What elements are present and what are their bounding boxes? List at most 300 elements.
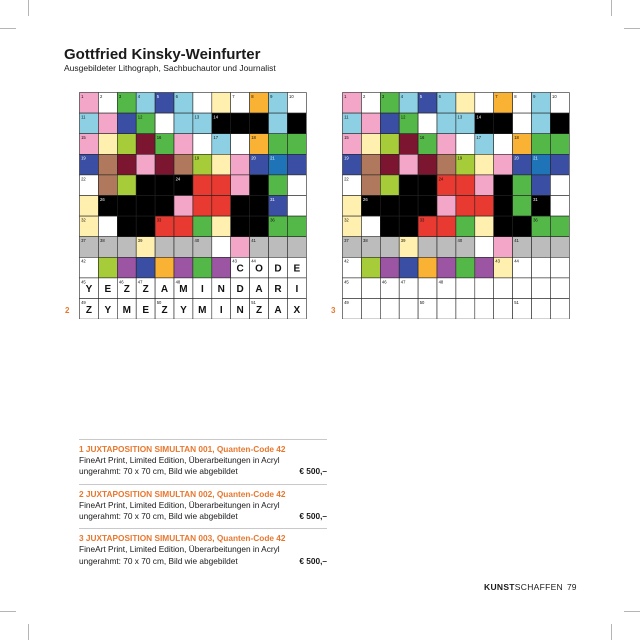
grid-cell — [193, 175, 212, 196]
grid-cell — [399, 175, 418, 196]
grid-clue-number: 8 — [514, 93, 517, 99]
grid-cell — [98, 154, 117, 175]
grid-cell — [193, 257, 212, 278]
grid-clue-number: 19 — [344, 155, 349, 161]
grid-clue-number: 44 — [514, 258, 519, 264]
grid-clue-number: 9 — [533, 93, 536, 99]
grid-clue-number: 21 — [270, 155, 275, 161]
grid-clue-number: 6 — [438, 93, 441, 99]
grid-cell — [456, 299, 475, 320]
grid-cell — [532, 299, 551, 320]
grid-clue-number: 4 — [400, 93, 404, 99]
crop-mark — [624, 611, 640, 612]
grid-cell — [98, 216, 117, 237]
grid-cell — [212, 196, 231, 217]
grid-cell — [437, 154, 456, 175]
grid-cell — [155, 175, 174, 196]
grid-cell — [250, 175, 269, 196]
grid-letter: E — [293, 263, 301, 275]
grid-clue-number: 12 — [137, 114, 143, 120]
grid-cell — [117, 154, 136, 175]
grid-cell — [343, 196, 362, 217]
grid-letter: R — [274, 284, 282, 296]
grid-letter: Z — [85, 304, 93, 316]
grid-cell — [212, 93, 231, 114]
grid-clue-number: 2 — [363, 93, 366, 99]
grid-cell — [117, 216, 136, 237]
grid-cell — [287, 175, 306, 196]
grid-cell — [418, 237, 437, 258]
grid-letter: A — [274, 304, 282, 316]
grid-letter: Y — [85, 284, 93, 296]
grid-letter: D — [274, 263, 282, 275]
grid-cell — [117, 196, 136, 217]
plate-number-3: 3 — [331, 306, 336, 315]
grid-clue-number: 24 — [438, 176, 444, 182]
grid-cell — [250, 216, 269, 237]
grid-cell — [155, 257, 174, 278]
grid-letter: E — [142, 304, 149, 316]
caption-size: ungerahmt: 70 x 70 cm, Bild wie abgebildet — [79, 466, 238, 477]
grid-clue-number: 12 — [400, 114, 406, 120]
grid-cell — [212, 237, 231, 258]
grid-cell — [494, 113, 513, 134]
grid-cell — [380, 113, 399, 134]
grid-clue-number: 31 — [270, 196, 275, 202]
footer-brand — [484, 582, 563, 592]
grid-cell — [437, 299, 456, 320]
grid-cell — [212, 216, 231, 237]
grid-clue-number: 37 — [81, 238, 86, 244]
caption-title: 2 JUXTAPOSITION SIMULTAN 002, Quanten-Code 42 — [79, 488, 286, 499]
grid-cell — [456, 278, 475, 299]
grid-clue-number: 16 — [156, 135, 162, 141]
grid-clue-number: 42 — [344, 258, 349, 264]
grid-cell — [117, 134, 136, 155]
crop-mark — [28, 624, 29, 640]
grid-clue-number: 15 — [81, 135, 86, 141]
grid-clue-number: 24 — [175, 176, 181, 182]
grid-cell — [456, 216, 475, 237]
grid-cell — [361, 154, 380, 175]
grid-cell — [380, 216, 399, 237]
grid-cell — [361, 175, 380, 196]
grid-cell — [532, 257, 551, 278]
grid-cell — [361, 216, 380, 237]
grid-cell — [475, 257, 494, 278]
grid-cell — [361, 134, 380, 155]
grid-cell — [174, 134, 193, 155]
grid-clue-number: 40 — [194, 238, 200, 244]
grid-clue-number: 21 — [533, 155, 538, 161]
grid-cell — [494, 299, 513, 320]
grid-cell — [550, 216, 569, 237]
grid-cell — [513, 196, 532, 217]
grid-cell — [418, 196, 437, 217]
grid-clue-number: 9 — [270, 93, 273, 99]
grid-cell — [136, 134, 155, 155]
grid-clue-number: 15 — [344, 135, 349, 141]
grid-clue-number: 44 — [251, 258, 256, 264]
grid-cell — [418, 257, 437, 278]
grid-cell — [231, 175, 250, 196]
grid-cell — [287, 237, 306, 258]
grid-letter: A — [255, 284, 263, 296]
grid-clue-number: 10 — [289, 93, 294, 99]
grid-clue-number: 41 — [251, 238, 256, 244]
grid-cell — [174, 237, 193, 258]
grid-letter: Z — [161, 304, 168, 316]
grid-clue-number: 7 — [232, 93, 235, 99]
grid-clue-number: 5 — [419, 93, 423, 99]
grid-cell — [231, 134, 250, 155]
grid-cell — [494, 134, 513, 155]
grid-cell — [437, 216, 456, 237]
grid-clue-number: 49 — [344, 299, 349, 305]
grid-cell — [155, 196, 174, 217]
grid-clue-number: 37 — [344, 238, 349, 244]
grid-letter: M — [122, 304, 131, 316]
grid-cell — [456, 257, 475, 278]
crop-mark — [0, 611, 16, 612]
grid-letter: Z — [123, 284, 130, 296]
grid-clue-number: 11 — [344, 114, 349, 120]
grid-cell — [361, 278, 380, 299]
artwork-grid-plate-3 — [342, 92, 570, 319]
grid-clue-number: 38 — [100, 238, 105, 244]
grid-cell — [475, 154, 494, 175]
grid-cell — [174, 216, 193, 237]
grid-clue-number: 20 — [251, 155, 256, 161]
footer-brand-bold: KUNST — [484, 582, 515, 592]
grid-cell — [380, 134, 399, 155]
grid-letter: C — [236, 263, 244, 275]
grid-letter: A — [160, 284, 169, 296]
grid-clue-number: 18 — [514, 135, 519, 141]
grid-cell — [475, 196, 494, 217]
grid-clue-number: 8 — [251, 93, 254, 99]
grid-cell — [532, 237, 551, 258]
grid-clue-number: 33 — [419, 217, 425, 223]
caption-item — [79, 484, 327, 529]
grid-cell — [550, 134, 569, 155]
crop-mark — [624, 28, 640, 29]
grid-cell — [456, 175, 475, 196]
grid-clue-number: 45 — [344, 279, 349, 285]
grid-cell — [380, 237, 399, 258]
grid-cell — [136, 216, 155, 237]
grid-clue-number: 51 — [514, 299, 519, 305]
grid-cell — [399, 299, 418, 320]
grid-clue-number: 14 — [476, 114, 482, 120]
grid-cell — [437, 196, 456, 217]
grid-clue-number: 41 — [514, 238, 519, 244]
grid-cell — [550, 196, 569, 217]
grid-cell — [287, 154, 306, 175]
grid-cell — [494, 175, 513, 196]
caption-title: 3 JUXTAPOSITION SIMULTAN 003, Quanten-Code 42 — [79, 533, 286, 544]
caption-price: € 500,– — [299, 555, 327, 566]
grid-cell — [231, 113, 250, 134]
grid-clue-number: 13 — [457, 114, 463, 120]
grid-cell — [98, 175, 117, 196]
grid-letter: D — [236, 284, 244, 296]
grid-clue-number: 51 — [251, 299, 256, 305]
grid-cell — [80, 196, 99, 217]
caption-size: ungerahmt: 70 x 70 cm, Bild wie abgebildet — [79, 555, 238, 566]
grid-clue-number: 19 — [457, 155, 463, 161]
grid-clue-number: 43 — [495, 258, 500, 264]
grid-cell — [399, 196, 418, 217]
grid-clue-number: 1 — [81, 93, 84, 99]
grid-cell — [437, 113, 456, 134]
grid-cell — [231, 196, 250, 217]
grid-letter: I — [200, 284, 204, 296]
grid-cell — [98, 134, 117, 155]
grid-cell — [550, 278, 569, 299]
grid-letter: Y — [104, 304, 112, 316]
grid-cell — [98, 113, 117, 134]
grid-clue-number: 17 — [476, 135, 482, 141]
grid-cell — [136, 257, 155, 278]
grid-cell — [136, 196, 155, 217]
grid-cell — [98, 257, 117, 278]
grid-cell — [136, 175, 155, 196]
grid-cell — [513, 278, 532, 299]
caption-description: FineArt Print, Limited Edition, Überarbeitungen in Acryl — [79, 499, 280, 510]
grid-cell — [513, 216, 532, 237]
grid-clue-number: 43 — [232, 258, 237, 264]
grid-cell — [494, 196, 513, 217]
grid-cell — [287, 196, 306, 217]
grid-cell — [361, 257, 380, 278]
grid-cell — [269, 134, 288, 155]
grid-cell — [399, 257, 418, 278]
grid-cell — [494, 154, 513, 175]
grid-clue-number: 46 — [118, 279, 124, 285]
grid-cell — [193, 134, 212, 155]
grid-cell — [361, 299, 380, 320]
grid-clue-number: 22 — [344, 176, 349, 182]
grid-cell — [380, 175, 399, 196]
grid-cell — [437, 237, 456, 258]
grid-cell — [399, 154, 418, 175]
grid-cell — [475, 237, 494, 258]
grid-cell — [361, 113, 380, 134]
grid-clue-number: 2 — [100, 93, 103, 99]
grid-cell — [550, 237, 569, 258]
grid-cell — [456, 196, 475, 217]
grid-clue-number: 40 — [457, 238, 463, 244]
grid-cell — [117, 113, 136, 134]
grid-letter: O — [255, 263, 263, 275]
caption-title: 1 JUXTAPOSITION SIMULTAN 001, Quanten-Code 42 — [79, 444, 286, 454]
grid-letter: Y — [180, 304, 187, 316]
grid-cell — [513, 175, 532, 196]
grid-clue-number: 26 — [363, 196, 368, 202]
grid-cell — [117, 257, 136, 278]
grid-cell — [287, 134, 306, 155]
grid-clue-number: 11 — [81, 114, 86, 120]
grid-cell — [494, 278, 513, 299]
grid-cell — [418, 113, 437, 134]
author-name: Gottfried Kinsky-Weinfurter — [64, 46, 261, 63]
grid-clue-number: 39 — [137, 238, 143, 244]
grid-cell — [418, 278, 437, 299]
grid-clue-number: 47 — [137, 279, 143, 285]
grid-clue-number: 18 — [251, 135, 256, 141]
plate-number-2: 2 — [65, 306, 70, 315]
caption-price: € 500,– — [299, 466, 327, 477]
crop-mark — [611, 624, 612, 640]
grid-cell — [250, 196, 269, 217]
grid-letter: N — [236, 304, 244, 316]
caption-item — [79, 528, 327, 573]
grid-letter: Z — [142, 284, 149, 296]
grid-cell — [155, 237, 174, 258]
grid-letter: N — [217, 284, 225, 296]
caption-description: FineArt Print, Limited Edition, Überarbeitungen in Acryl — [79, 455, 280, 466]
grid-cell — [117, 237, 136, 258]
grid-cell — [155, 113, 174, 134]
grid-cell — [174, 154, 193, 175]
grid-clue-number: 22 — [81, 176, 86, 182]
grid-clue-number: 42 — [81, 258, 86, 264]
grid-cell — [475, 299, 494, 320]
grid-cell — [399, 216, 418, 237]
grid-clue-number: 31 — [533, 196, 538, 202]
grid-cell — [550, 299, 569, 320]
grid-clue-number: 48 — [438, 279, 444, 285]
caption-size: ungerahmt: 70 x 70 cm, Bild wie abgebildet — [79, 511, 238, 522]
grid-cell — [193, 93, 212, 114]
grid-clue-number: 50 — [419, 299, 425, 305]
grid-cell — [174, 113, 193, 134]
grid-cell — [287, 216, 306, 237]
grid-clue-number: 13 — [194, 114, 200, 120]
grid-cell — [494, 237, 513, 258]
grid-cell — [550, 154, 569, 175]
grid-cell — [513, 113, 532, 134]
grid-cell — [174, 257, 193, 278]
footer-brand-rest: SCHAFFEN — [514, 582, 563, 592]
grid-letter: E — [104, 284, 112, 296]
grid-cell — [117, 175, 136, 196]
caption-list — [79, 439, 327, 573]
grid-cell — [380, 196, 399, 217]
grid-clue-number: 3 — [381, 93, 385, 99]
grid-clue-number: 6 — [175, 93, 178, 99]
grid-cell — [212, 154, 231, 175]
grid-cell — [380, 299, 399, 320]
grid-cell — [456, 134, 475, 155]
grid-cell — [475, 93, 494, 114]
grid-letter: M — [198, 304, 207, 316]
grid-cell — [475, 175, 494, 196]
grid-clue-number: 48 — [175, 279, 181, 285]
grid-cell — [212, 257, 231, 278]
grid-cell — [532, 175, 551, 196]
grid-cell — [269, 175, 288, 196]
artwork-grid-plate-2 — [79, 92, 307, 319]
grid-cell — [550, 257, 569, 278]
grid-cell — [532, 278, 551, 299]
grid-cell — [494, 216, 513, 237]
grid-letter: I — [219, 304, 223, 316]
author-subtitle: Ausgebildeter Lithograph, Sachbuchautor und Journalist — [64, 63, 276, 73]
grid-clue-number: 14 — [213, 114, 219, 120]
grid-cell — [269, 237, 288, 258]
grid-letter: Z — [255, 304, 263, 316]
grid-clue-number: 46 — [381, 279, 387, 285]
grid-clue-number: 36 — [270, 217, 275, 223]
grid-clue-number: 32 — [81, 217, 86, 223]
grid-letter: I — [295, 284, 299, 296]
grid-letter: M — [179, 284, 188, 296]
caption-price: € 500,– — [299, 511, 327, 522]
caption-item — [79, 439, 327, 484]
grid-cell — [231, 216, 250, 237]
grid-clue-number: 4 — [137, 93, 141, 99]
grid-cell — [418, 154, 437, 175]
grid-clue-number: 1 — [344, 93, 347, 99]
grid-cell — [174, 196, 193, 217]
grid-cell — [532, 134, 551, 155]
grid-clue-number: 39 — [400, 238, 406, 244]
grid-clue-number: 19 — [194, 155, 200, 161]
grid-cell — [193, 216, 212, 237]
grid-cell — [287, 113, 306, 134]
grid-cell — [550, 175, 569, 196]
grid-cell — [437, 134, 456, 155]
grid-cell — [155, 154, 174, 175]
grid-cell — [399, 134, 418, 155]
grid-cell — [231, 237, 250, 258]
grid-clue-number: 10 — [552, 93, 557, 99]
crop-mark — [28, 0, 29, 16]
grid-cell — [212, 175, 231, 196]
crop-mark — [611, 0, 612, 16]
grid-cell — [193, 196, 212, 217]
grid-clue-number: 7 — [495, 93, 498, 99]
grid-clue-number: 50 — [156, 299, 162, 305]
grid-clue-number: 33 — [156, 217, 162, 223]
grid-cell — [475, 216, 494, 237]
grid-clue-number: 26 — [100, 196, 105, 202]
crop-mark — [0, 28, 16, 29]
grid-clue-number: 36 — [533, 217, 538, 223]
grid-cell — [380, 154, 399, 175]
grid-cell — [269, 113, 288, 134]
grid-cell — [418, 175, 437, 196]
grid-clue-number: 38 — [363, 238, 368, 244]
grid-clue-number: 47 — [400, 279, 406, 285]
caption-description: FineArt Print, Limited Edition, Überarbeitungen in Acryl — [79, 544, 280, 555]
grid-clue-number: 32 — [344, 217, 349, 223]
grid-clue-number: 45 — [81, 279, 86, 285]
grid-cell — [475, 278, 494, 299]
grid-cell — [250, 113, 269, 134]
grid-cell — [136, 154, 155, 175]
grid-clue-number: 5 — [156, 93, 160, 99]
grid-clue-number: 49 — [81, 299, 86, 305]
grid-clue-number: 20 — [514, 155, 519, 161]
grid-cell — [380, 257, 399, 278]
grid-cell — [532, 113, 551, 134]
grid-cell — [456, 93, 475, 114]
grid-clue-number: 19 — [81, 155, 86, 161]
grid-clue-number: 17 — [213, 135, 219, 141]
